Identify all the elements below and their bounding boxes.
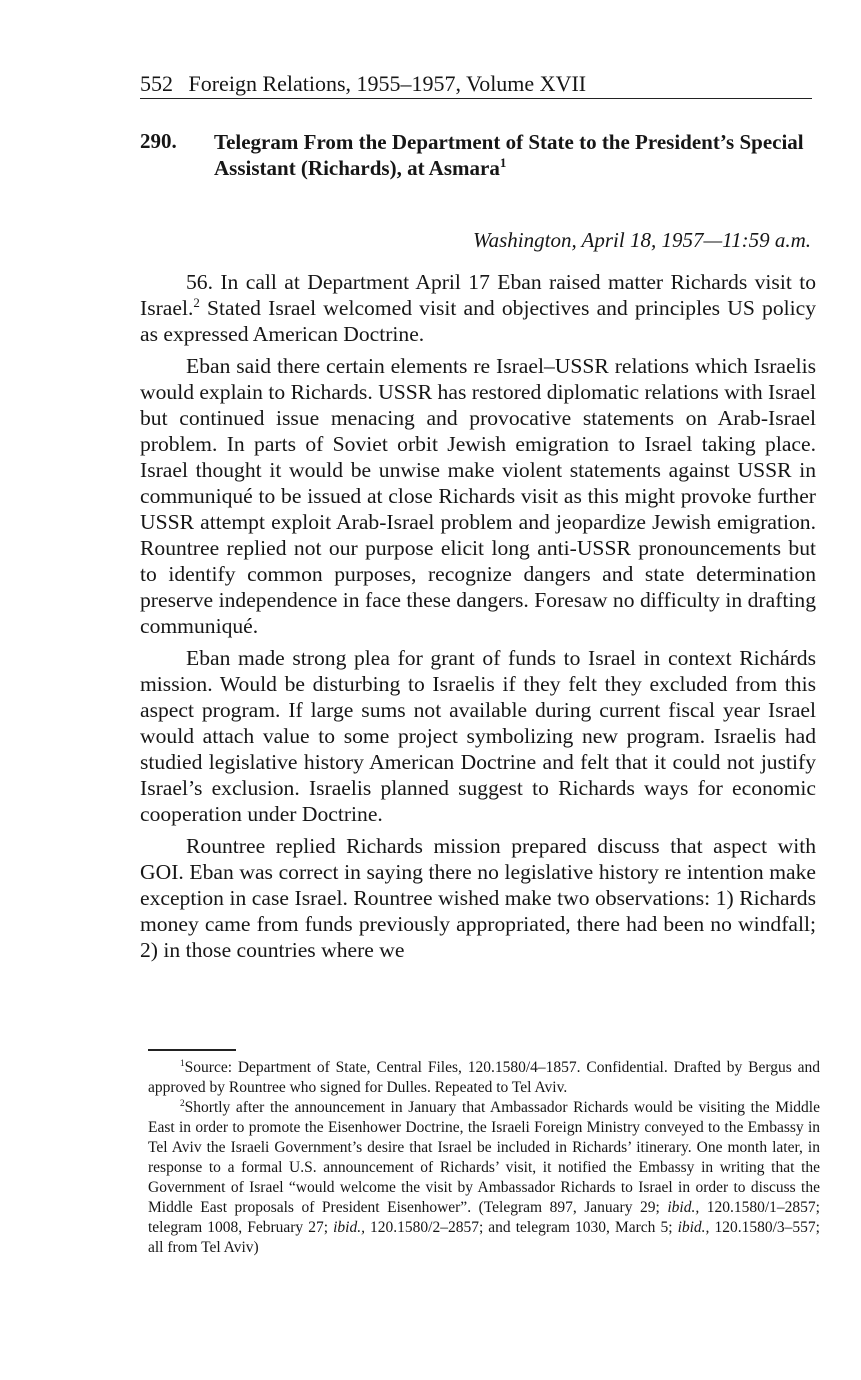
footnote-2-mark: 2 — [180, 1098, 185, 1109]
footnote-1: $^1$Source: Department of State, Central Files, 120.1580/4–1857. Confidential. Drafted by Bergus and approved by Rountree who signed for Dulles. Repeated to Tel Aviv. — [148, 1058, 820, 1096]
document-number: 290. — [140, 129, 177, 153]
page-number: 552 — [140, 71, 173, 96]
footnote-1-mark: 1 — [180, 1058, 185, 1069]
document-title-text: Telegram From the Department of State to the President’s Special Assistant (Richards), at Asmara — [214, 130, 804, 180]
running-head — [140, 70, 812, 99]
paragraph-4: Rountree replied Richards mission prepared discuss that aspect with GOI. Eban was correct in saying there no legislative history re intention make exception in case Israel. Rountree wished make two observations: 1) Richards money came from funds previously appropriated, there had been no windfall; 2) in those countries where we — [140, 834, 816, 962]
paragraph-3: Eban made strong plea for grant of funds to Israel in context Richárds mission. Would be disturbing to Israelis if they felt they excluded from this aspect program. If large sums not available during current fiscal year Israel would attach value to some project symbolizing new program. Israelis had studied legislative history American Doctrine and felt that it could not justify Israel’s exclusion. Israelis planned suggest to Richards ways for economic cooperation under Doctrine. — [140, 646, 816, 826]
paragraph-2: Eban said there certain elements re Israel–USSR relations which Israelis would explain to Richards. USSR has restored diplomatic relations with Israel but continued issue menacing and provocative statements on Arab-Israel problem. In parts of Soviet orbit Jewish emigration to Israel taking place. Israel thought it would be unwise make violent statements against USSR in communiqué to be issued at close Richards visit as this might provoke further USSR attempt exploit Arab-Israel problem and jeopardize Jewish emigration. Rountree replied not our purpose elicit long anti-USSR pronouncements but to identify common purposes, recognize dangers and state determination preserve independence in face these dangers. Foresaw no difficulty in drafting communiqué. — [140, 354, 816, 638]
telegram-body — [140, 269, 816, 969]
footnotes — [148, 1058, 820, 1258]
series-title: Foreign Relations, 1955–1957, Volume XVII — [188, 71, 587, 96]
document-title — [214, 129, 814, 181]
footnote-2: $^2$Shortly after the announcement in January that Ambassador Richards would be visiting the Middle East in order to promote the Eisenhower Doctrine, the Israeli Foreign Ministry conveyed to the Embassy in Tel Aviv the Israeli Government’s desire that Israel be included in Richards’ itinerary. One month later, in response to a formal U.S. announcement of Richards’ visit, it notified the Embassy in writing that the Government of Israel “would welcome the visit by Ambassador Richards to Israel in order to discuss the Middle East proposals of President Eisenhower”. (Telegram 897, January 29; ibid., 120.1580/1–2857; telegram 1008, February 27; ibid., 120.1580/2–2857; and telegram 1030, March 5; ibid., 120.1580/3–557; all from Tel Aviv) — [148, 1098, 820, 1256]
footnote-ref-1: 1 — [499, 155, 507, 170]
paragraph-1: 56. In call at Department April 17 Eban raised matter Richards visit to Israel.$^2$ Stated Israel welcomed visit and objectives and principles US policy as expressed American Doctrine. — [140, 270, 816, 346]
footnote-ref-2: 2 — [193, 294, 200, 310]
footnote-rule — [148, 1049, 236, 1051]
dateline: Washington, April 18, 1957—11:59 a.m. — [473, 228, 811, 252]
